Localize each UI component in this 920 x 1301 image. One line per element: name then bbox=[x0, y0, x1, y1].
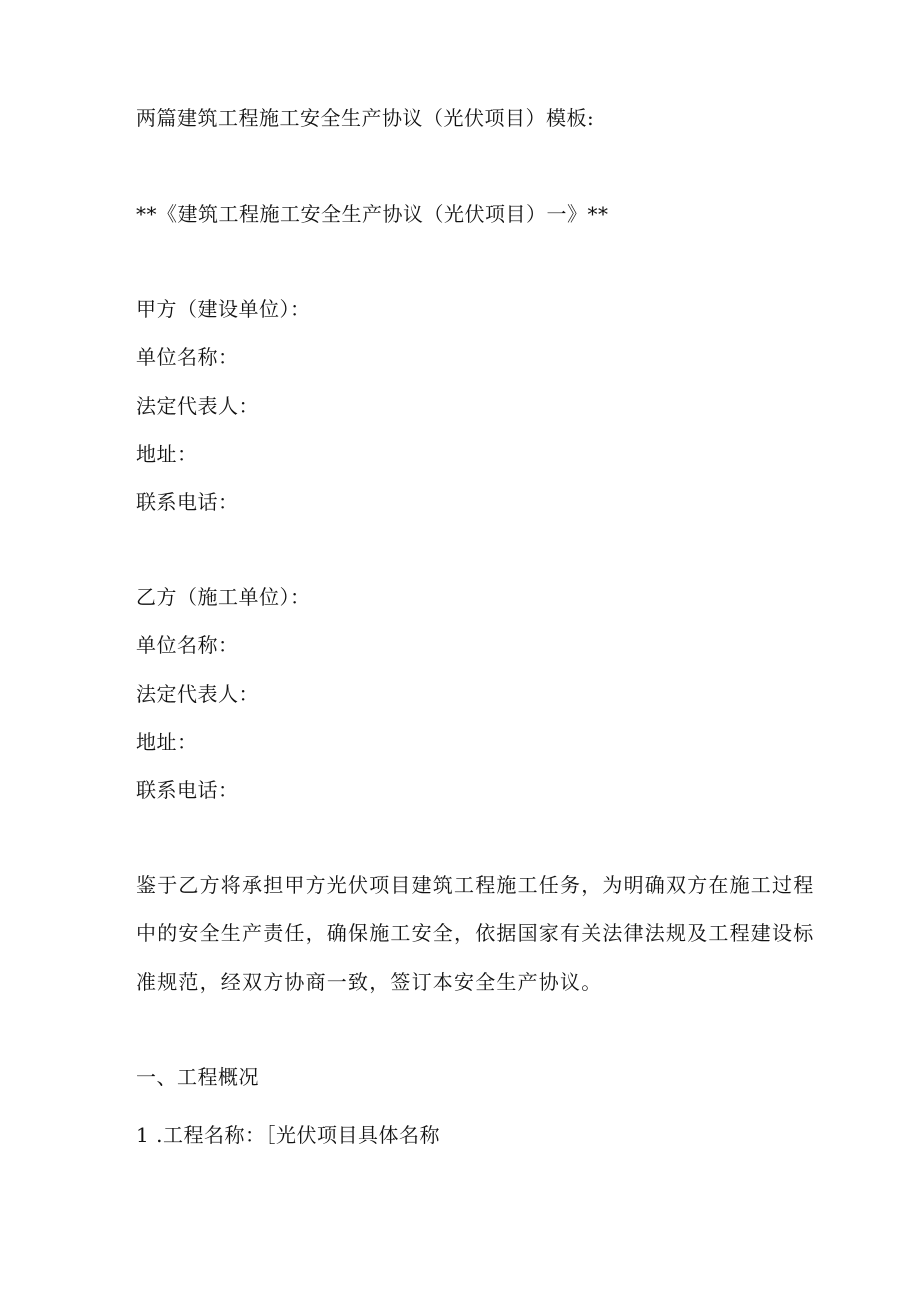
party-a-address: 地址： bbox=[136, 442, 198, 466]
party-b-address: 地址： bbox=[136, 730, 198, 754]
party-b-legal-rep: 法定代表人： bbox=[136, 682, 259, 706]
party-b-title: 乙方（施工单位）： bbox=[136, 585, 311, 609]
intro-paragraph-line: 鉴于乙方将承担甲方光伏项目建筑工程施工任务，为明确双方在施工过程 bbox=[136, 873, 815, 897]
party-b-unit-name: 单位名称： bbox=[136, 633, 239, 657]
intro-paragraph-line: 准规范，经双方协商一致，签订本安全生产协议。 bbox=[136, 970, 603, 994]
party-a-phone: 联系电话： bbox=[136, 490, 239, 514]
document-heading: 两篇建筑工程施工安全生产协议（光伏项目）模板: bbox=[136, 106, 595, 130]
party-a-title: 甲方（建设单位）： bbox=[136, 297, 311, 321]
party-b-phone: 联系电话： bbox=[136, 778, 239, 802]
intro-paragraph-line: 中的安全生产责任，确保施工安全，依据国家有关法律法规及工程建设标 bbox=[136, 921, 815, 945]
section-title-project-overview: 一、工程概况 bbox=[136, 1065, 259, 1089]
agreement-title: **《建筑工程施工安全生产协议（光伏项目）一》** bbox=[136, 202, 609, 226]
party-a-unit-name: 单位名称： bbox=[136, 345, 239, 369]
party-a-legal-rep: 法定代表人： bbox=[136, 394, 259, 418]
project-name-item: 1 .工程名称：［光伏项目具体名称 bbox=[136, 1123, 440, 1147]
